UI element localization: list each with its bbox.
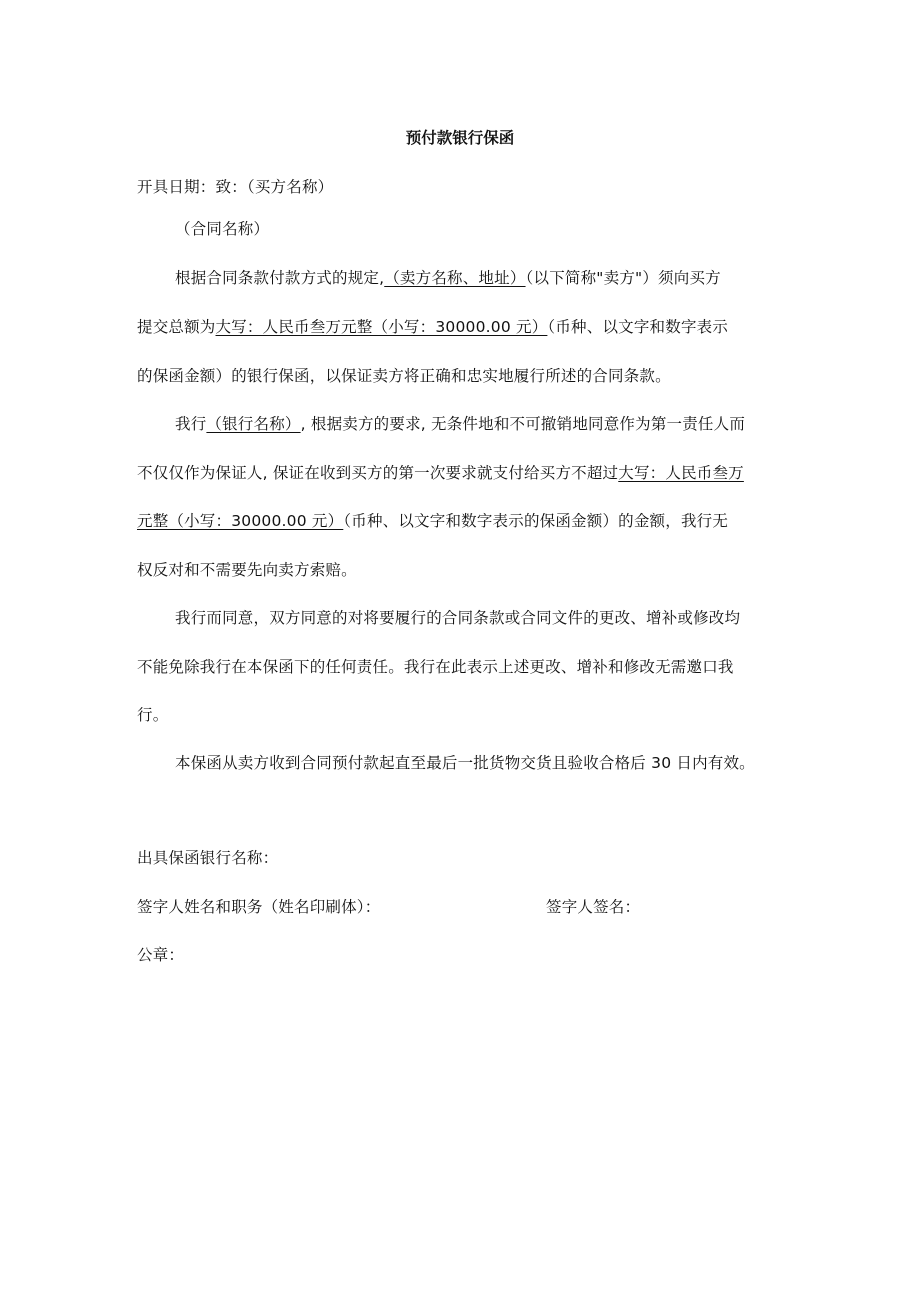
para1-text: 提交总额为 [137,318,216,336]
issue-date-line: 开具日期：致：（买方名称） [137,178,334,196]
para2-text: 我行 [175,415,207,433]
para2-text: 不仅仅作为保证人, 保证在收到买方的第一次要求就支付给买方不超过 [137,464,619,482]
para1-text: 根据合同条款付款方式的规定, [175,269,385,287]
para1-text: （以下简称"卖方"）须向买方 [525,269,721,287]
para1-line1 [175,268,721,288]
para2-line3 [137,511,728,531]
para1-line2 [137,317,728,337]
document-title: 预付款银行保函 [405,129,515,147]
amount-field: 大写：人民币叁万 [618,464,744,482]
para2-line1 [175,414,745,434]
seal-label: 公章： [137,946,185,964]
para2-text: （币种、以文字和数字表示的保函金额）的金额，我行无 [343,512,729,530]
para2-text: , 根据卖方的要求, 无条件地和不可撤销地同意作为第一责任人而 [300,415,746,433]
signer-signature-label: 签字人签名： [546,898,641,916]
para1-line3: 的保函金额）的银行保函，以保证卖方将正确和忠实地履行所述的合同条款。 [137,367,671,385]
para2-line2 [137,463,744,483]
para3-line3: 行。 [137,706,169,724]
para3-line1: 我行而同意，双方同意的对将要履行的合同条款或合同文件的更改、增补或修改均 [175,609,741,627]
para4-line1: 本保函从卖方收到合同预付款起直至最后一批货物交货且验收合格后 30 日内有效。 [175,754,755,772]
contract-name-line: （合同名称） [175,220,270,238]
amount-field: 元整（小写：30000.00 元） [137,512,344,530]
amount-field: 大写：人民币叁万元整（小写：30000.00 元） [215,318,548,336]
para3-line2: 不能免除我行在本保函下的任何责任。我行在此表示上述更改、增补和修改无需邀口我 [137,658,734,676]
seller-name-field: （卖方名称、地址） [384,269,526,287]
bank-name-label: 出具保函银行名称： [137,849,279,867]
para1-text: （币种、以文字和数字表示 [547,318,729,336]
signer-name-label: 签字人姓名和职务（姓名印刷体）： [137,898,381,916]
bank-name-field: （银行名称） [206,415,301,433]
para2-line4: 权反对和不需要先向卖方索赔。 [137,561,357,579]
